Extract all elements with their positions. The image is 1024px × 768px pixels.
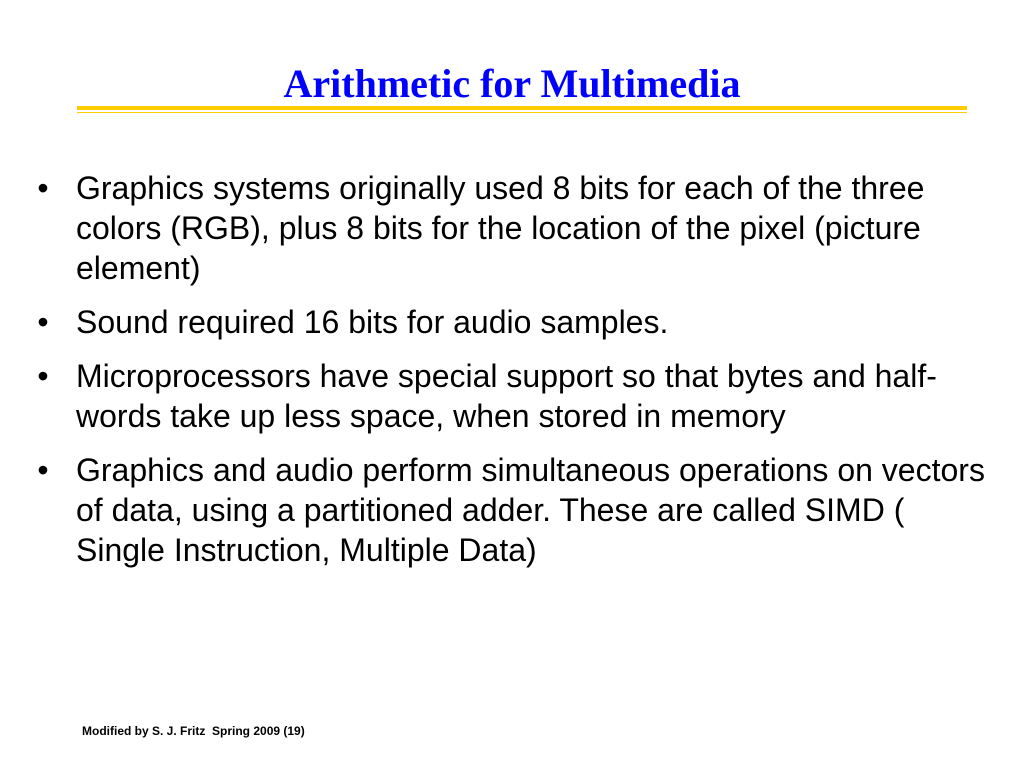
bullet-list xyxy=(28,168,998,584)
bullet-item xyxy=(28,356,998,436)
slide-title: Arithmetic for Multimedia xyxy=(283,61,741,106)
slide-footer: Modified by S. J. Fritz Spring 2009 (19) xyxy=(82,724,305,738)
bullet-text: Graphics systems originally used 8 bits for each of the three colors (RGB), plus 8 bits for the location of the pixel (picture element) xyxy=(76,170,925,286)
bullet-dot-icon: • xyxy=(37,452,49,488)
bullet-item xyxy=(28,168,998,288)
bullet-item xyxy=(28,450,998,570)
bullet-dot-icon: • xyxy=(37,358,49,394)
bullet-item xyxy=(28,302,998,342)
title-underline-thick xyxy=(77,106,967,110)
bullet-dot-icon: • xyxy=(37,170,49,206)
bullet-text: Microprocessors have special support so that bytes and half-words take up less space, when stored in memory xyxy=(76,358,937,434)
title-underline-thin xyxy=(77,112,967,113)
bullet-text: Sound required 16 bits for audio samples. xyxy=(76,304,669,340)
bullet-text: Graphics and audio perform simultaneous operations on vectors of data, using a partitioned adder. These are called SIMD ( Single Instruction, Multiple Data) xyxy=(76,452,985,568)
bullet-dot-icon: • xyxy=(37,304,49,340)
